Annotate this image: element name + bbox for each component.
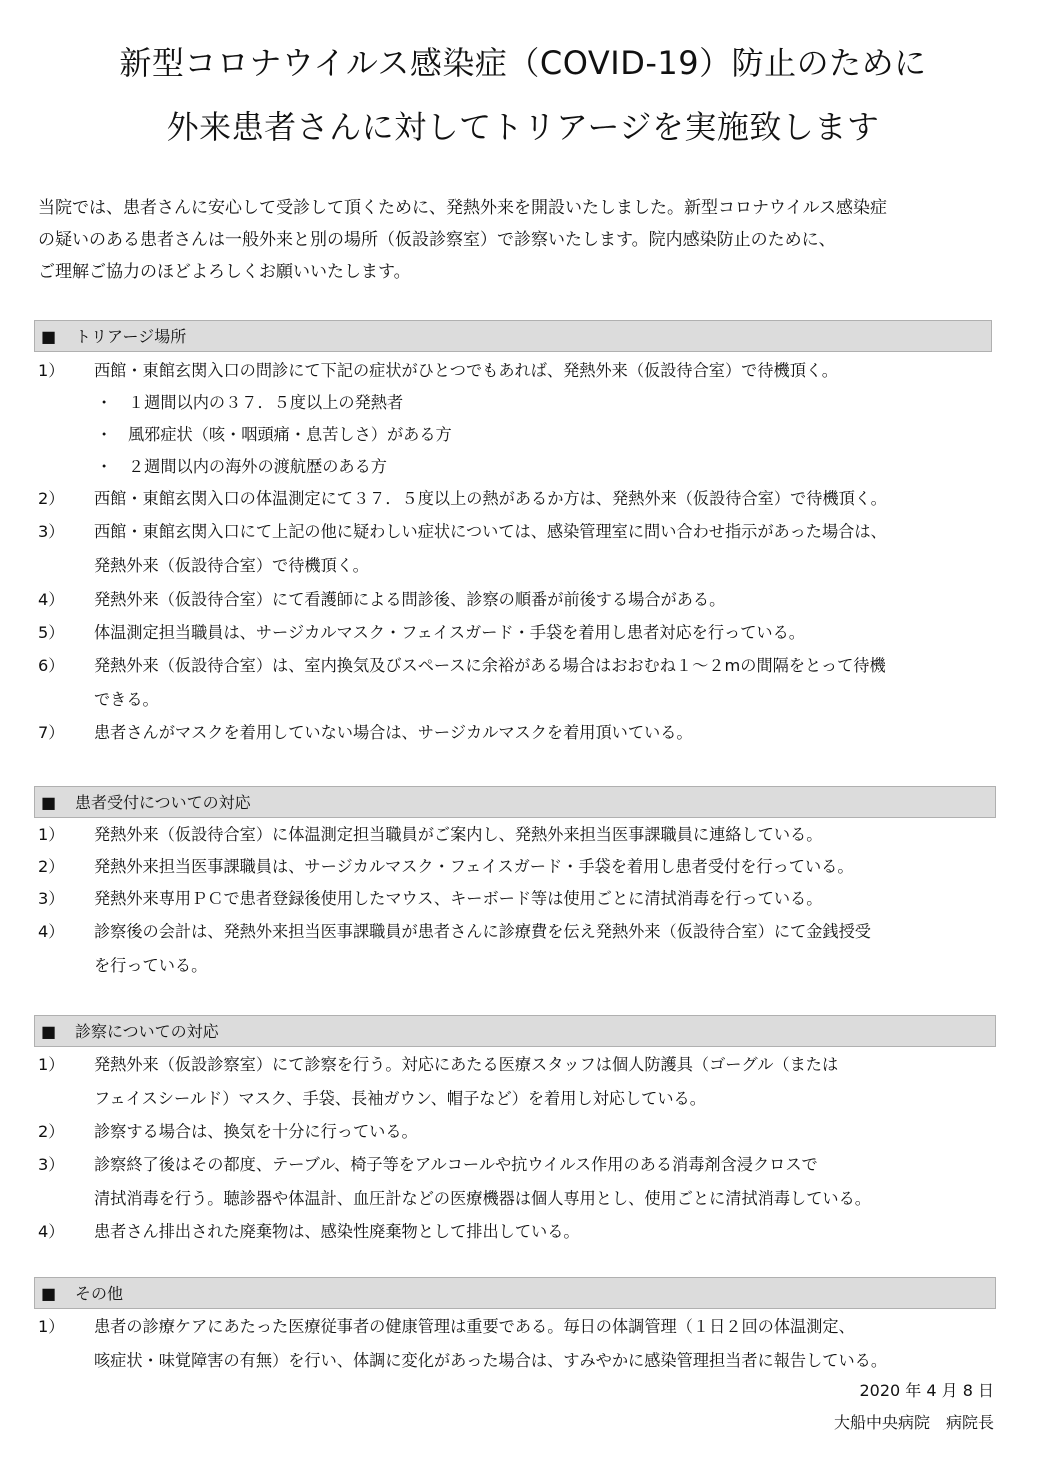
- square-marker-icon: ■: [41, 327, 57, 346]
- item-number: 3）: [38, 522, 65, 541]
- list-item: [38, 717, 998, 749]
- square-marker-icon: ■: [41, 793, 57, 812]
- list-item-continuation: [38, 1344, 998, 1378]
- list-item: [38, 851, 998, 883]
- item-text: 発熱外来（仮設待合室）にて看護師による問診後、診察の順番が前後する場合がある。: [94, 590, 726, 609]
- item-text: 診察終了後はその都度、テーブル、椅子等をアルコールや抗ウイルス作用のある消毒剤含浸クロスで: [94, 1155, 818, 1174]
- item-text: 清拭消毒を行う。聴診器や体温計、血圧計などの医療機器は個人専用とし、使用ごとに清拭消毒している。: [94, 1189, 871, 1208]
- item-number: 2）: [38, 857, 65, 876]
- title-line-2: 外来患者さんに対してトリアージを実施致します: [166, 108, 880, 146]
- item-number: 1）: [38, 1317, 65, 1336]
- list-item: [38, 1148, 998, 1182]
- section-heading: 診察についての対応: [75, 1022, 219, 1041]
- item-text: 体温測定担当職員は、サージカルマスク・フェイスガード・手袋を着用し患者対応を行っている。: [94, 623, 805, 642]
- item-text: 患者の診療ケアにあたった医療従事者の健康管理は重要である。毎日の体調管理（１日２回の体温測定、: [94, 1317, 855, 1336]
- item-text: 西館・東館玄関入口の問診にて下記の症状がひとつでもあれば、発熱外来（仮設待合室）で待機頂く。: [94, 361, 838, 380]
- item-text: 西館・東館玄関入口の体温測定にて３７．５度以上の熱があるか方は、発熱外来（仮設待合室）で待機頂く。: [94, 489, 887, 508]
- bullet-text: ２週間以内の海外の渡航歴のある方: [128, 457, 387, 476]
- item-number: 3）: [38, 889, 65, 908]
- section-items-other: [38, 1310, 998, 1378]
- section-header-examination: [34, 1015, 996, 1047]
- list-item: [38, 355, 998, 387]
- section-items-examination: [38, 1048, 998, 1248]
- bullet-icon: ・: [96, 425, 113, 444]
- list-item-continuation: [38, 1082, 998, 1116]
- item-text: フェイスシールド）マスク、手袋、長袖ガウン、帽子など）を着用し対応している。: [94, 1089, 706, 1108]
- section-items-reception: [38, 819, 998, 983]
- list-item: [38, 819, 998, 851]
- item-text: 発熱外来（仮設待合室）は、室内換気及びスペースに余裕がある場合はおおむね１～２mの間隔をとって待機: [94, 656, 886, 675]
- list-item: [38, 1216, 998, 1248]
- list-item-continuation: [38, 683, 998, 717]
- section-items-triage: [38, 355, 998, 749]
- square-marker-icon: ■: [41, 1022, 57, 1041]
- item-text: 診察後の会計は、発熱外来担当医事課職員が患者さんに診療費を伝え発熱外来（仮設待合室）にて金銭授受: [94, 922, 871, 941]
- item-number: 4）: [38, 922, 65, 941]
- list-item: [38, 883, 998, 915]
- list-item: [38, 915, 998, 949]
- intro-line: 当院では、患者さんに安心して受診して頂くために、発熱外来を開設いたしました。新型コロナウイルス感染症: [38, 198, 887, 218]
- section-header-other: [34, 1277, 996, 1309]
- item-number: 6）: [38, 656, 65, 675]
- item-text: できる。: [94, 690, 159, 709]
- item-number: 4）: [38, 590, 65, 609]
- item-number: 7）: [38, 723, 65, 742]
- bullet-item: [38, 387, 998, 419]
- section-header-reception: [34, 786, 996, 818]
- issue-date: 2020 年 4 月 8 日: [859, 1381, 994, 1400]
- bullet-item: [38, 419, 998, 451]
- item-text: 発熱外来（仮設待合室）で待機頂く。: [94, 556, 369, 575]
- item-number: 1）: [38, 361, 65, 380]
- list-item-continuation: [38, 949, 998, 983]
- bullet-item: [38, 451, 998, 483]
- item-text: 発熱外来担当医事課職員は、サージカルマスク・フェイスガード・手袋を着用し患者受付を行っている。: [94, 857, 854, 876]
- item-text: 咳症状・味覚障害の有無）を行い、体調に変化があった場合は、すみやかに感染管理担当者に報告している。: [94, 1351, 888, 1370]
- section-heading: トリアージ場所: [75, 327, 187, 346]
- item-number: 3）: [38, 1155, 65, 1174]
- list-item: [38, 617, 998, 649]
- title-line-1: 新型コロナウイルス感染症（COVID-19）防止のために: [119, 44, 927, 82]
- list-item-continuation: [38, 1182, 998, 1216]
- item-text: 発熱外来（仮設待合室）に体温測定担当職員がご案内し、発熱外来担当医事課職員に連絡している。: [94, 825, 823, 844]
- section-heading: 患者受付についての対応: [75, 793, 251, 812]
- item-number: 2）: [38, 1122, 65, 1141]
- intro-paragraph: [38, 192, 1008, 288]
- bullet-icon: ・: [96, 393, 113, 412]
- list-item: [38, 583, 998, 617]
- item-text: 診察する場合は、換気を十分に行っている。: [94, 1122, 418, 1141]
- list-item-continuation: [38, 549, 998, 583]
- list-item: [38, 515, 998, 549]
- item-number: 2）: [38, 489, 65, 508]
- item-text: 発熱外来（仮設診察室）にて診察を行う。対応にあたる医療スタッフは個人防護具（ゴーグル（または: [94, 1055, 839, 1074]
- item-text: 西館・東館玄関入口にて上記の他に疑わしい症状については、感染管理室に問い合わせ指示があった場合は、: [94, 522, 887, 541]
- list-item: [38, 1310, 998, 1344]
- bullet-icon: ・: [96, 457, 113, 476]
- bullet-text: 風邪症状（咳・咽頭痛・息苦しさ）がある方: [128, 425, 452, 444]
- item-number: 4）: [38, 1222, 65, 1241]
- intro-line: ご理解ご協力のほどよろしくお願いいたします。: [38, 262, 411, 282]
- item-number: 5）: [38, 623, 65, 642]
- list-item: [38, 649, 998, 683]
- list-item: [38, 1048, 998, 1082]
- item-text: 発熱外来専用ＰＣで患者登録後使用したマウス、キーボード等は使用ごとに清拭消毒を行っている。: [94, 889, 823, 908]
- item-text: 患者さんがマスクを着用していない場合は、サージカルマスクを着用頂いている。: [94, 723, 693, 742]
- signer: 大船中央病院 病院長: [833, 1413, 994, 1432]
- item-text: を行っている。: [94, 956, 208, 975]
- item-number: 1）: [38, 825, 65, 844]
- item-number: 1）: [38, 1055, 65, 1074]
- list-item: [38, 1116, 998, 1148]
- item-text: 患者さん排出された廃棄物は、感染性廃棄物として排出している。: [94, 1222, 580, 1241]
- section-heading: その他: [75, 1284, 124, 1303]
- square-marker-icon: ■: [41, 1284, 57, 1303]
- list-item: [38, 483, 998, 515]
- intro-line: の疑いのある患者さんは一般外来と別の場所（仮設診察室）で診察いたします。院内感染防止のために、: [38, 230, 836, 250]
- section-header-triage: [34, 320, 992, 352]
- bullet-text: １週間以内の３７．５度以上の発熱者: [128, 393, 404, 412]
